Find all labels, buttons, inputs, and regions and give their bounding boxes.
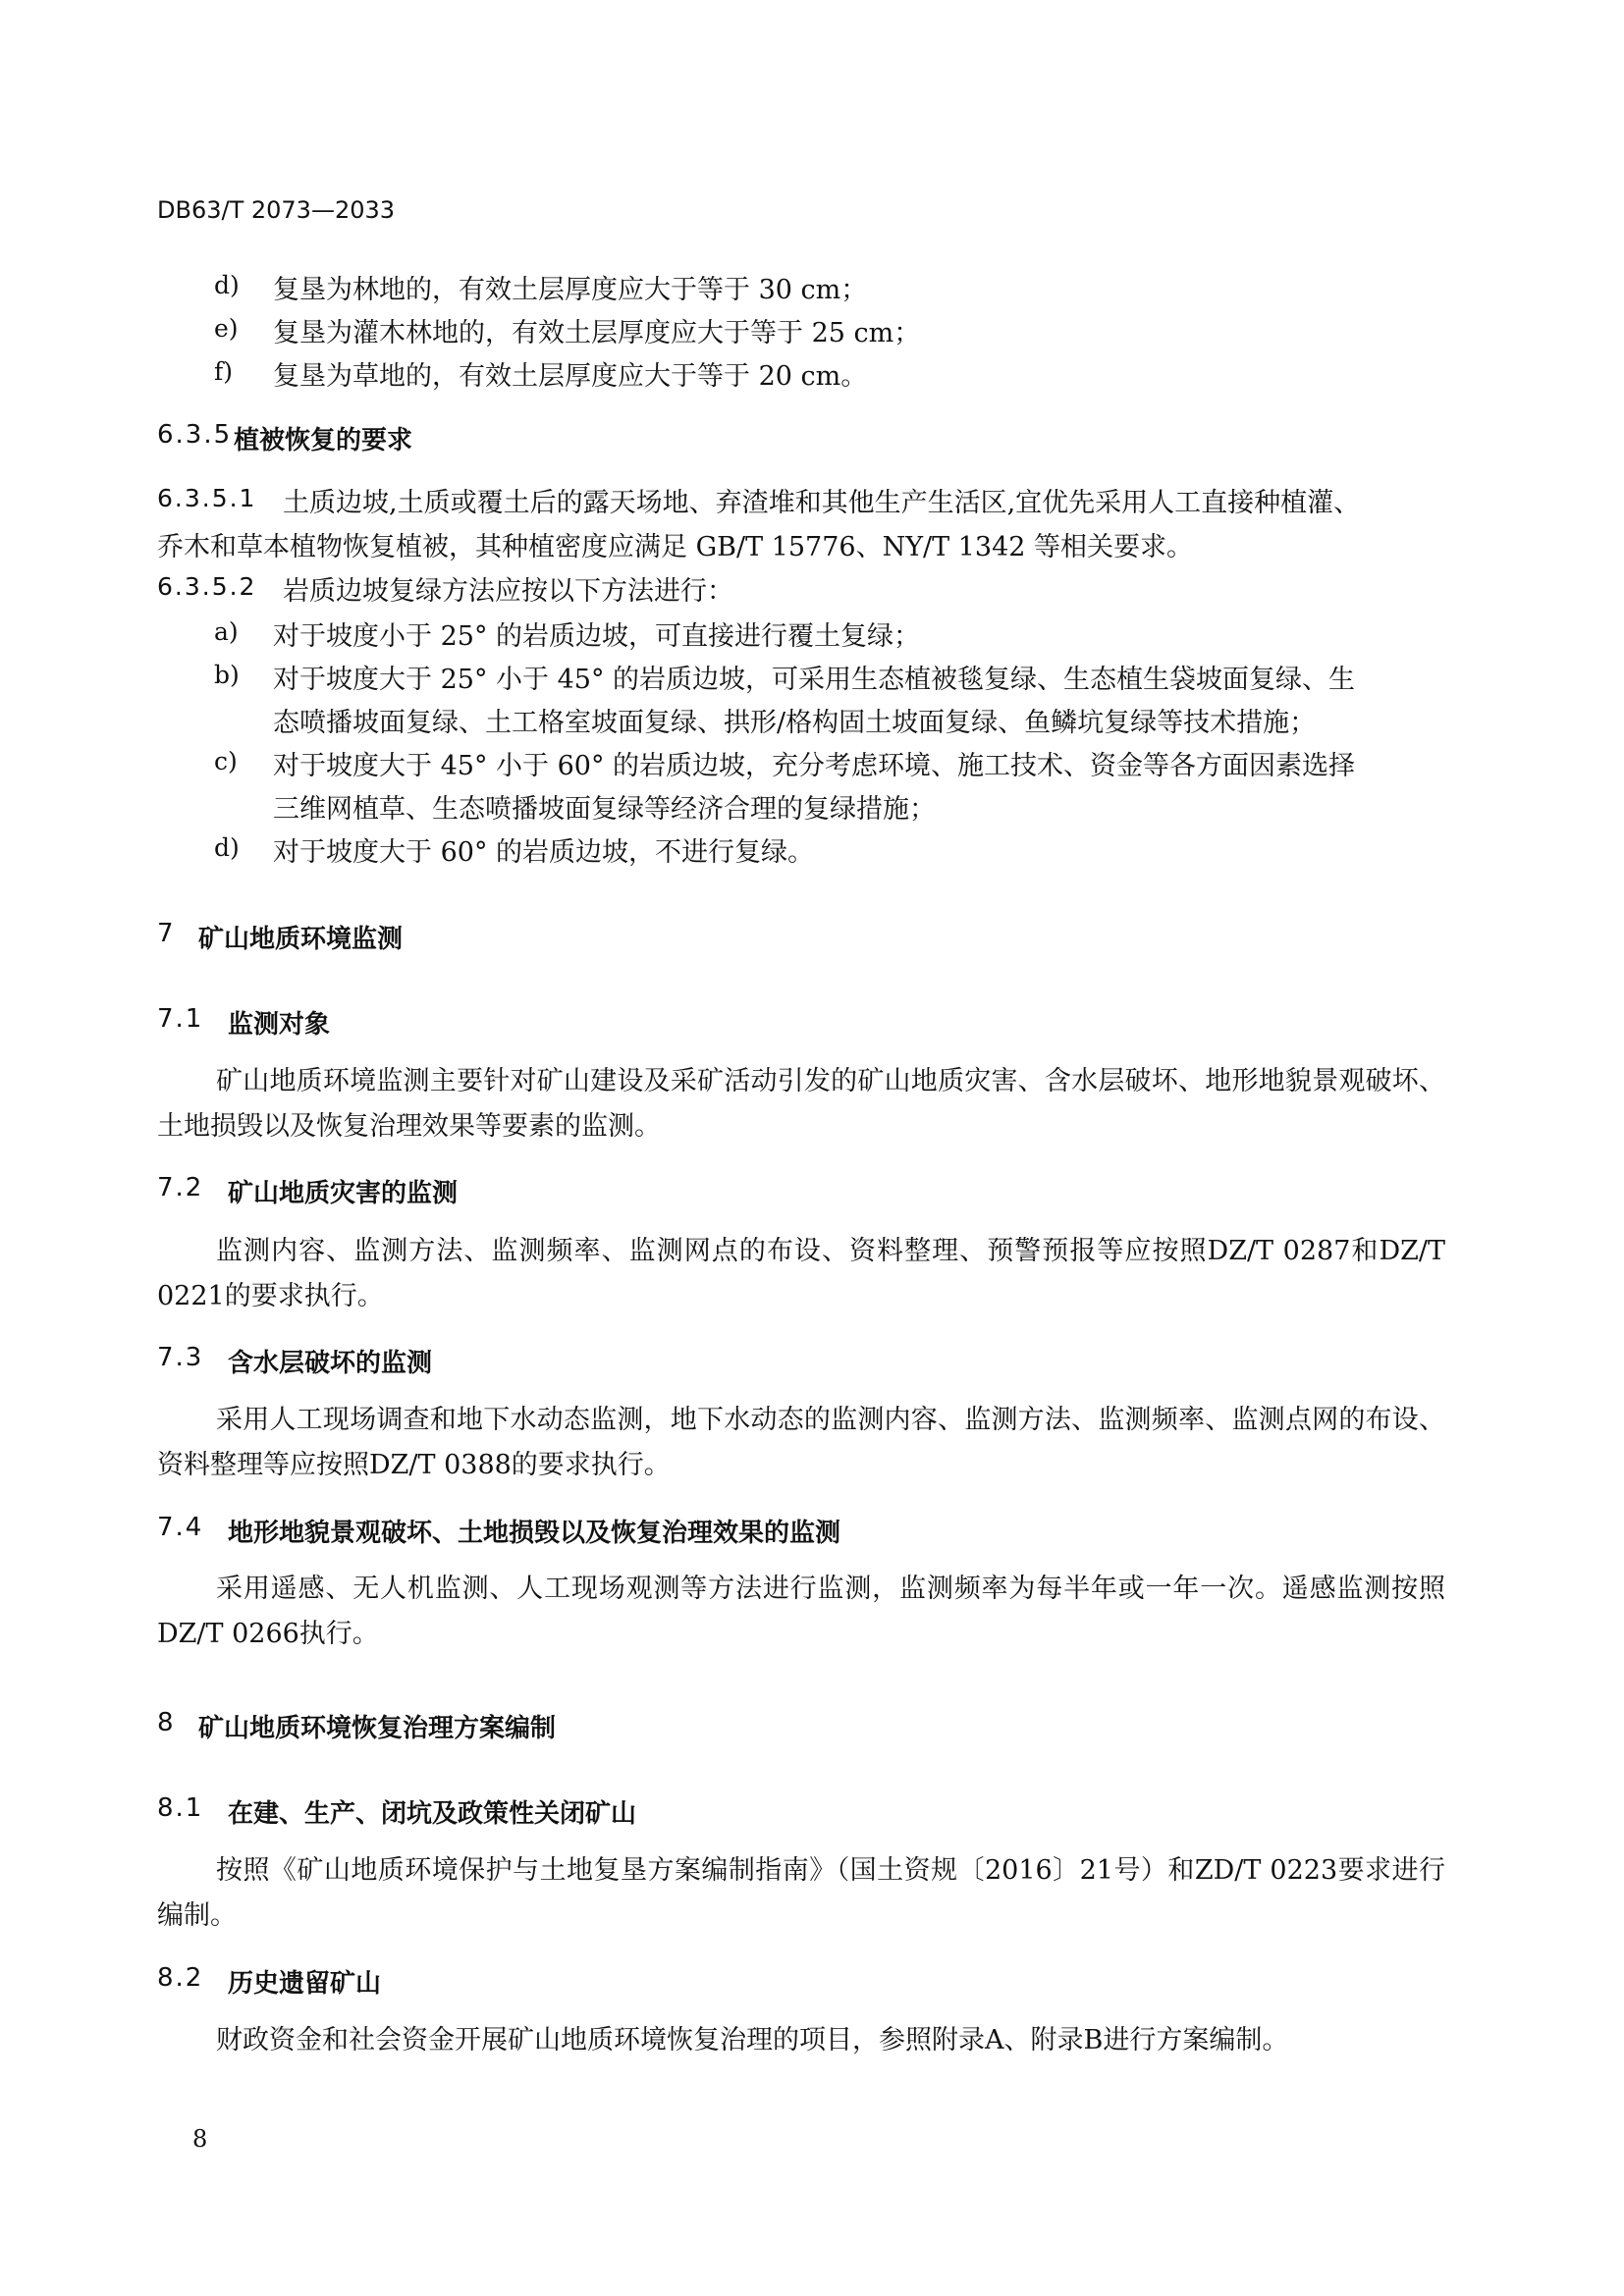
paragraph: 采用遥感、无人机监测、人工现场观测等方法进行监测，监测频率为每半年或一年一次。遥感监测按照DZ/T 0266执行。	[157, 1574, 1445, 1649]
page-number: 8	[192, 2125, 208, 2153]
paragraph: 采用人工现场调查和地下水动态监测，地下水动态的监测内容、监测方法、监测频率、监测点网的布设、资料整理等应按照DZ/T 0388的要求执行。	[157, 1405, 1445, 1480]
list-label: c)	[214, 747, 238, 775]
section-heading-8-2	[157, 1963, 1041, 1999]
list-label: a)	[214, 617, 239, 646]
paragraph: 矿山地质环境监测主要针对矿山建设及采矿活动引发的矿山地质灾害、含水层破坏、地形地貌景观破坏、土地损毁以及恢复治理效果等要素的监测。	[157, 1066, 1445, 1142]
clause-text: 岩质边坡复绿方法应按以下方法进行：	[283, 576, 733, 607]
paragraph: 按照《矿山地质环境保护与土地复垦方案编制指南》（国土资规〔2016〕21号）和ZD/T 0223要求进行编制。	[157, 1855, 1445, 1931]
section-heading-6-3-5	[157, 420, 1041, 455]
section-heading-7-1	[157, 1004, 1041, 1040]
list-text: 态喷播坡面复绿、土工格室坡面复绿、拱形/格构固土坡面复绿、鱼鳞坑复绿等技术措施；	[273, 708, 1317, 738]
clause-number: 6.3.5.2	[157, 572, 257, 601]
chapter-heading-7	[157, 919, 1041, 954]
section-title: 矿山地质灾害的监测	[228, 1179, 459, 1208]
section-number: 6.3.5	[157, 420, 233, 450]
list-text: 对于坡度大于 60° 的岩质边坡，不进行复绿。	[273, 837, 815, 868]
list-text: 对于坡度大于 25° 小于 45° 的岩质边坡，可采用生态植被毯复绿、生态植生袋坡面复绿、生	[273, 665, 1356, 695]
section-heading-7-4	[157, 1513, 1335, 1548]
list-label: d)	[214, 833, 240, 862]
clause-text: 乔木和草本植物恢复植被，其种植密度应满足 GB/T 15776、NY/T 1342 等相关要求。	[157, 532, 1194, 562]
chapter-title: 矿山地质环境监测	[198, 925, 404, 954]
section-title: 含水层破坏的监测	[228, 1349, 433, 1378]
list-text: 对于坡度小于 25° 的岩质边坡，可直接进行覆土复绿；	[273, 621, 921, 652]
list-label: b)	[214, 661, 240, 689]
clause-text: 土质边坡,土质或覆土后的露天场地、弃渣堆和其他生产生活区,宜优先采用人工直接种植灌、	[283, 488, 1361, 518]
section-title: 监测对象	[228, 1010, 331, 1040]
section-heading-7-3	[157, 1343, 1041, 1378]
section-number: 7.3	[157, 1343, 204, 1372]
document-code: DB63/T 2073—2033	[157, 196, 396, 224]
clause-number: 6.3.5.1	[157, 484, 257, 512]
section-number: 8.2	[157, 1963, 204, 1993]
list-text: 复垦为草地的，有效土层厚度应大于等于 20 cm。	[273, 361, 868, 392]
chapter-heading-8	[157, 1708, 1041, 1743]
section-title: 历史遗留矿山	[228, 1969, 382, 1999]
chapter-title: 矿山地质环境恢复治理方案编制	[198, 1714, 557, 1743]
paragraph: 监测内容、监测方法、监测频率、监测网点的布设、资料整理、预警预报等应按照DZ/T 0287和DZ/T 0221的要求执行。	[157, 1236, 1445, 1311]
list-label: f)	[214, 357, 234, 386]
section-title: 植被恢复的要求	[234, 426, 413, 455]
section-number: 7.1	[157, 1004, 204, 1034]
paragraph: 财政资金和社会资金开展矿山地质环境恢复治理的项目，参照附录A、附录B进行方案编制。	[216, 2025, 1289, 2056]
chapter-number: 7	[157, 919, 176, 948]
section-heading-8-1	[157, 1793, 1041, 1829]
section-number: 8.1	[157, 1793, 204, 1823]
section-heading-7-2	[157, 1173, 1041, 1208]
section-title: 地形地貌景观破坏、土地损毁以及恢复治理效果的监测	[228, 1519, 841, 1548]
section-number: 7.4	[157, 1513, 204, 1542]
list-text: 复垦为灌木林地的，有效土层厚度应大于等于 25 cm；	[273, 318, 921, 348]
list-text: 复垦为林地的，有效土层厚度应大于等于 30 cm；	[273, 275, 868, 305]
list-text: 三维网植草、生态喷播坡面复绿等经济合理的复绿措施；	[273, 794, 936, 825]
section-number: 7.2	[157, 1173, 204, 1202]
list-text: 对于坡度大于 45° 小于 60° 的岩质边坡，充分考虑环境、施工技术、资金等各方面因素选择	[273, 751, 1356, 781]
list-label: e)	[214, 314, 239, 343]
section-title: 在建、生产、闭坑及政策性关闭矿山	[228, 1799, 637, 1829]
list-label: d)	[214, 271, 240, 299]
chapter-number: 8	[157, 1708, 176, 1737]
